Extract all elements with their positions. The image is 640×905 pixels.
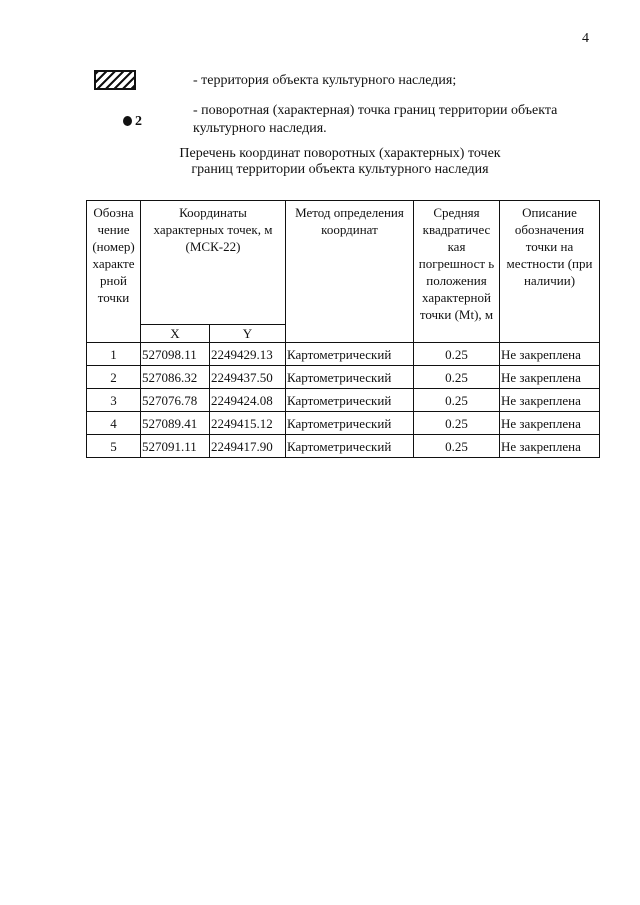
legend-point-marker bbox=[123, 114, 142, 130]
method-cell: Картометрический bbox=[286, 343, 414, 366]
point-number-cell: 1 bbox=[87, 343, 141, 366]
x-coordinate-cell: 527098.11 bbox=[141, 343, 210, 366]
method-cell: Картометрический bbox=[286, 389, 414, 412]
table-row bbox=[87, 412, 600, 435]
header-description: Описание обозначения точки на местности (при наличии) bbox=[500, 201, 600, 343]
table-title-line-2: границ территории объекта культурного наследия bbox=[191, 162, 489, 177]
legend-point-label: 2 bbox=[135, 114, 142, 129]
error-cell: 0.25 bbox=[414, 389, 500, 412]
table-row bbox=[87, 435, 600, 458]
point-number-cell: 2 bbox=[87, 366, 141, 389]
point-dot-icon bbox=[123, 116, 132, 126]
x-coordinate-cell: 527086.32 bbox=[141, 366, 210, 389]
legend-point-text: - поворотная (характерная) точка границ территории объекта культурного наследия. bbox=[193, 103, 558, 136]
y-coordinate-cell: 2249437.50 bbox=[210, 366, 286, 389]
error-cell: 0.25 bbox=[414, 343, 500, 366]
table-title bbox=[140, 146, 540, 178]
description-cell: Не закреплена bbox=[500, 343, 600, 366]
description-cell: Не закреплена bbox=[500, 435, 600, 458]
point-number-cell: 4 bbox=[87, 412, 141, 435]
header-method: Метод определения координат bbox=[286, 201, 414, 343]
table-row bbox=[87, 343, 600, 366]
y-coordinate-cell: 2249417.90 bbox=[210, 435, 286, 458]
description-cell: Не закреплена bbox=[500, 366, 600, 389]
coordinates-table bbox=[86, 200, 600, 458]
header-error: Средняя квадратичес кая погрешност ь положения характерной точки (Mt), м bbox=[414, 201, 500, 343]
header-y: Y bbox=[210, 325, 286, 343]
header-designation: Обозна чение (номер) характе рной точки bbox=[87, 201, 141, 343]
table-row bbox=[87, 366, 600, 389]
x-coordinate-cell: 527091.11 bbox=[141, 435, 210, 458]
x-coordinate-cell: 527089.41 bbox=[141, 412, 210, 435]
point-number-cell: 5 bbox=[87, 435, 141, 458]
header-coordinates: Координаты характерных точек, м (МСК-22) bbox=[141, 201, 286, 325]
method-cell: Картометрический bbox=[286, 435, 414, 458]
point-number-cell: 3 bbox=[87, 389, 141, 412]
legend-area-text: - территория объекта культурного наследия; bbox=[193, 73, 457, 88]
y-coordinate-cell: 2249415.12 bbox=[210, 412, 286, 435]
method-cell: Картометрический bbox=[286, 412, 414, 435]
description-cell: Не закреплена bbox=[500, 412, 600, 435]
page-number: 4 bbox=[582, 31, 589, 46]
x-coordinate-cell: 527076.78 bbox=[141, 389, 210, 412]
error-cell: 0.25 bbox=[414, 435, 500, 458]
method-cell: Картометрический bbox=[286, 366, 414, 389]
header-x: X bbox=[141, 325, 210, 343]
table-title-line-1: Перечень координат поворотных (характерных) точек bbox=[179, 146, 501, 161]
description-cell: Не закреплена bbox=[500, 389, 600, 412]
table-row bbox=[87, 389, 600, 412]
y-coordinate-cell: 2249429.13 bbox=[210, 343, 286, 366]
y-coordinate-cell: 2249424.08 bbox=[210, 389, 286, 412]
hatched-area-legend-icon bbox=[94, 70, 136, 90]
error-cell: 0.25 bbox=[414, 366, 500, 389]
error-cell: 0.25 bbox=[414, 412, 500, 435]
